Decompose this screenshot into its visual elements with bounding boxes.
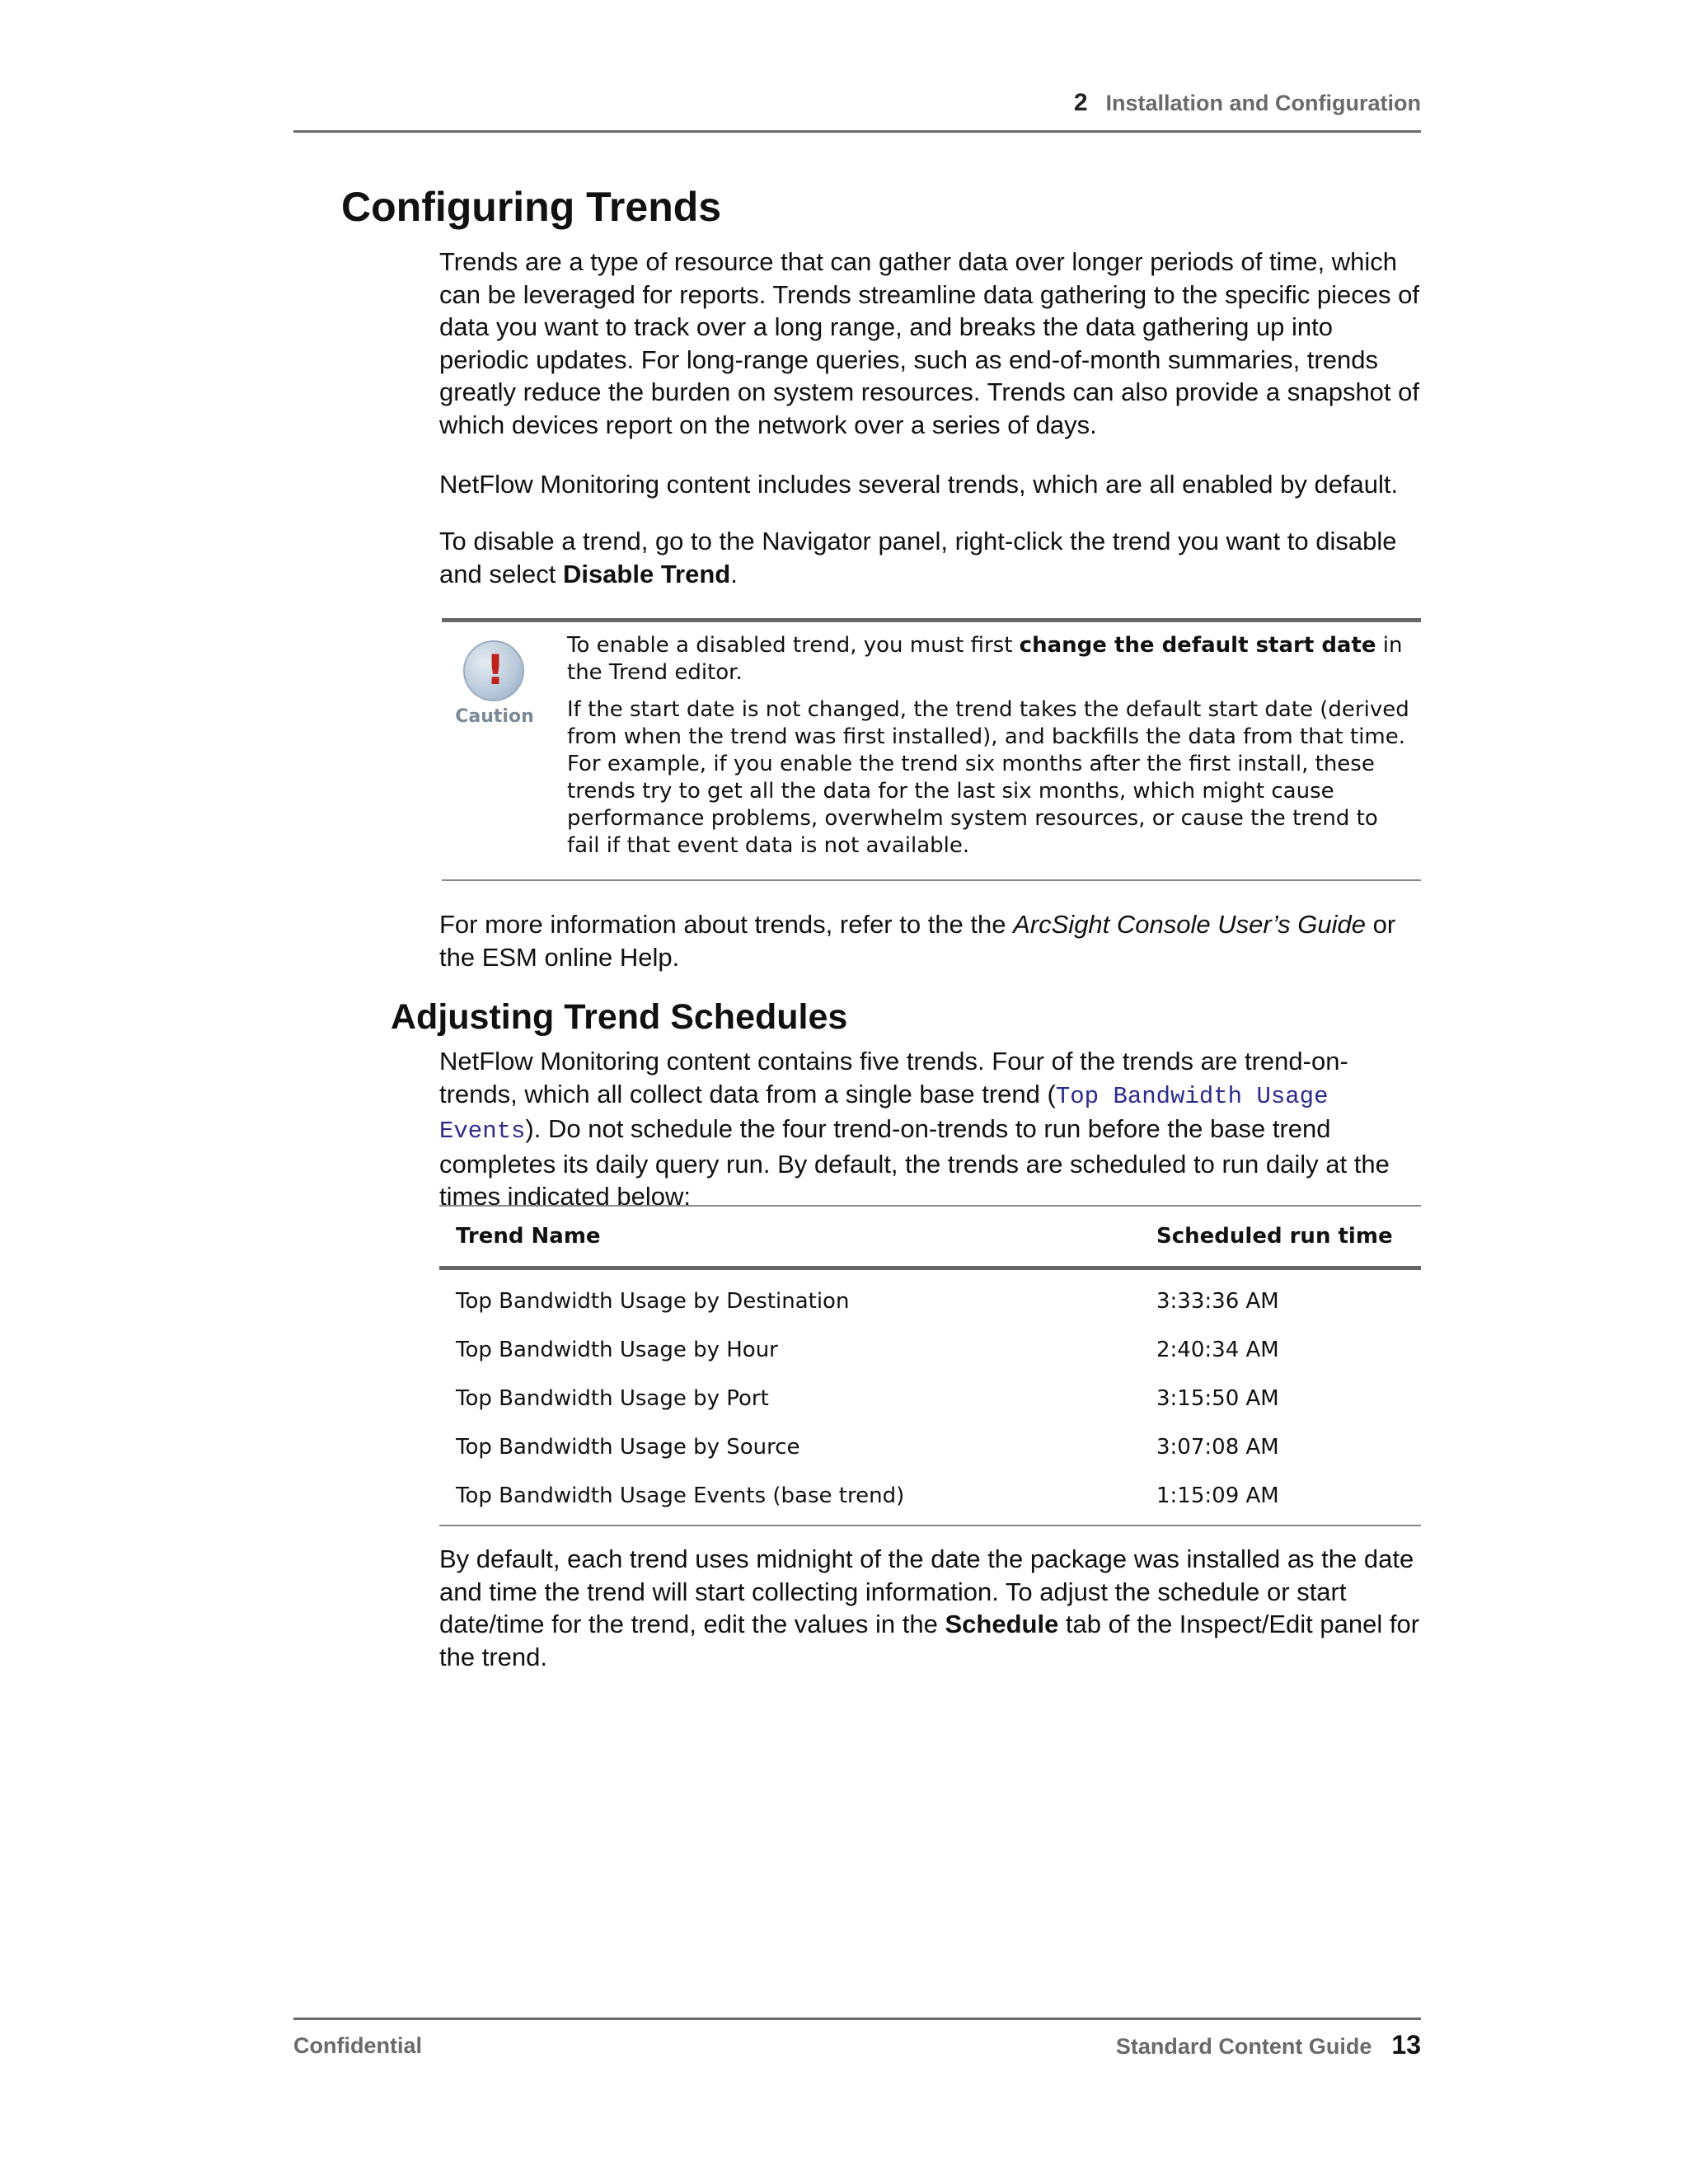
- caution-line-1-pre: To enable a disabled trend, you must first: [567, 633, 1020, 658]
- trend-name-cell: Top Bandwidth Usage Events (base trend): [439, 1471, 1140, 1526]
- confidential-label: Confidential: [293, 2033, 422, 2058]
- chapter-title: Installation and Configuration: [1105, 91, 1421, 115]
- disable-text-post: .: [730, 559, 738, 588]
- run-time-cell: 3:15:50 AM: [1156, 1385, 1279, 1411]
- caution-line-1-post: in the Trend editor.: [567, 633, 1403, 685]
- caution-line-2: If the start date is not changed, the trend takes the default start date (derived from when the trend was first installed), and backfills the data from that time. For example, if you enable the trend six months after the first install, these trends try to get all the data for the last six months, which might cause performance problems, overwhelm system resources, or cause the trend to fail if that event data is not available.: [567, 697, 1409, 858]
- default-schedule-paragraph: [439, 1543, 1424, 1673]
- more-info-post: or the ESM online Help.: [439, 910, 1396, 972]
- table-row: [439, 1471, 1421, 1526]
- schedules-post: ). Do not schedule the four trend-on-trends to run before the base trend completes its daily query run. By default, the trends are scheduled to run daily at the times indicated below:: [439, 1114, 1390, 1211]
- page-header: [293, 82, 1421, 133]
- section-title: Configuring Trends: [341, 184, 722, 230]
- console-guide-title: ArcSight Console User’s Guide: [1013, 910, 1367, 939]
- schedules-pre: NetFlow Monitoring content contains five trends. Four of the trends are trend-on-trends, which all collect data from a single base trend (: [439, 1047, 1348, 1108]
- trend-name-cell: Top Bandwidth Usage by Source: [456, 1434, 800, 1460]
- trend-name-cell: Top Bandwidth Usage by Port: [456, 1385, 769, 1411]
- trend-schedule-table: [439, 1205, 1421, 1526]
- header-scheduled-run-time: Scheduled run time: [1140, 1206, 1421, 1268]
- table-row: [439, 1325, 1421, 1374]
- caution-box: [442, 618, 1421, 881]
- more-info-pre: For more information about trends, refer to the the: [439, 910, 1014, 939]
- caution-text: [567, 632, 1416, 869]
- header-trend-name: Trend Name: [439, 1206, 1140, 1268]
- schedules-paragraph: [439, 1045, 1424, 1213]
- schedule-tab-term: Schedule: [945, 1610, 1059, 1638]
- run-time-cell: 1:15:09 AM: [1140, 1471, 1421, 1526]
- intro-paragraph: Trends are a type of resource that can gather data over longer periods of time, which can be leveraged for reports. Trends streamline data gathering to the specific pieces of data you want to track over a long range, and breaks the data gathering up into periodic updates. For long-range queries, such as end-of-month summaries, trends greatly reduce the burden on system resources. Trends can also provide a snapshot of which devices report on the network over a series of days.: [439, 247, 1420, 439]
- disable-text-pre: To disable a trend, go to the Navigator panel, right-click the trend you want to disable and select: [439, 527, 1397, 588]
- caution-circle: [463, 640, 524, 701]
- default-schedule-post: tab of the Inspect/Edit panel for the trend.: [439, 1610, 1420, 1671]
- caution-label: Caution: [455, 706, 534, 727]
- run-time-cell: 3:33:36 AM: [1156, 1288, 1279, 1314]
- table-header-row: [439, 1206, 1421, 1268]
- trend-name-cell: Top Bandwidth Usage by Destination: [456, 1288, 850, 1314]
- page-footer: [293, 2018, 1421, 2069]
- chapter-number: 2: [1073, 89, 1088, 116]
- caution-line-1-bold: change the default start date: [1019, 633, 1376, 658]
- guide-title: Standard Content Guide: [1115, 2034, 1372, 2059]
- subsection-title: Adjusting Trend Schedules: [391, 997, 848, 1037]
- table-row: [439, 1374, 1421, 1422]
- footer-right: [1116, 2030, 1421, 2060]
- table-row: [439, 1422, 1421, 1471]
- base-trend-code: Top Bandwidth Usage Events: [439, 1082, 1329, 1145]
- exclamation-icon: !: [485, 646, 505, 694]
- run-time-cell: 3:07:08 AM: [1156, 1434, 1279, 1460]
- page-number: 13: [1391, 2030, 1421, 2060]
- enabled-paragraph: NetFlow Monitoring content includes several trends, which are all enabled by default.: [439, 470, 1399, 499]
- caution-line-1: [567, 632, 1416, 687]
- disable-paragraph: [439, 525, 1424, 590]
- caution-icon: [448, 640, 541, 731]
- trend-name-cell: Top Bandwidth Usage by Hour: [456, 1337, 778, 1362]
- run-time-cell: 2:40:34 AM: [1156, 1337, 1279, 1362]
- more-info-paragraph: [439, 908, 1424, 973]
- default-schedule-pre: By default, each trend uses midnight of the date the package was installed as the date and time the trend will start collecting information. To adjust the schedule or start date/time for the trend, edit the values in the: [439, 1544, 1414, 1638]
- table-row: [439, 1268, 1421, 1326]
- disable-trend-term: Disable Trend: [562, 559, 731, 588]
